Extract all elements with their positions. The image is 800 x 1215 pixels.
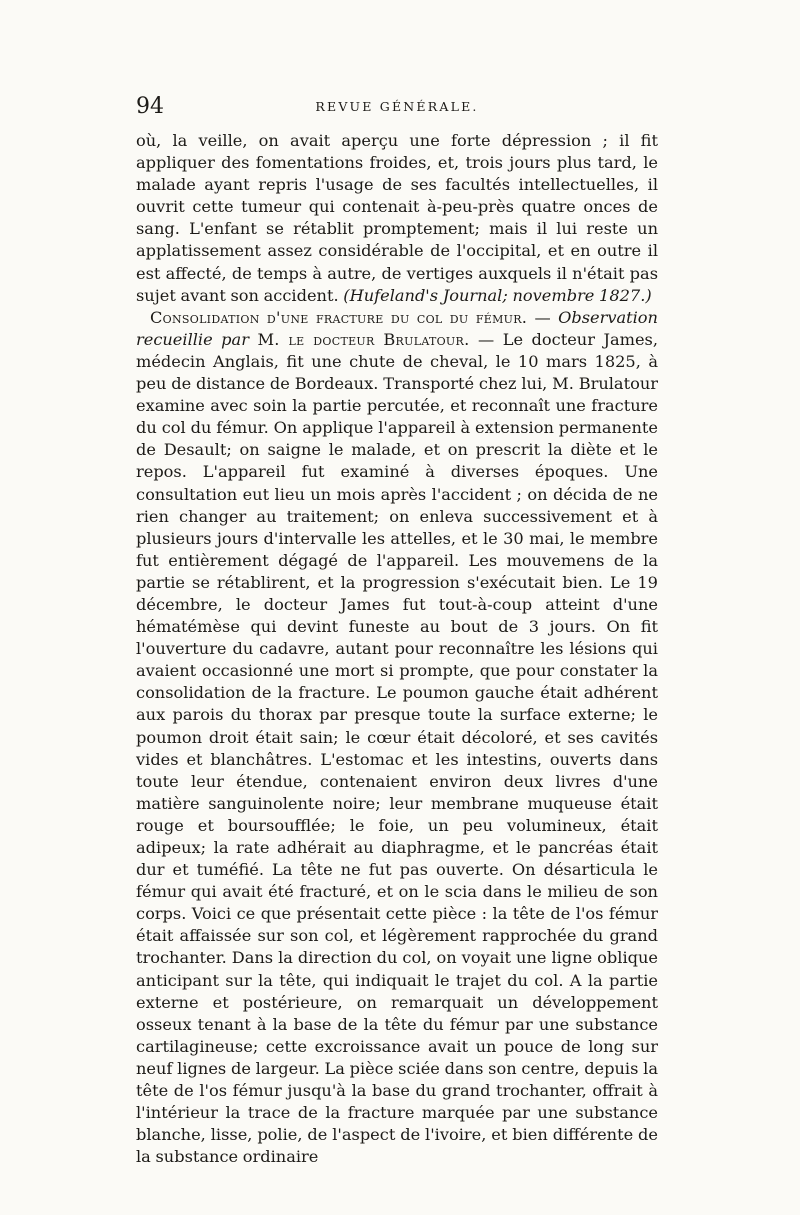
paragraph-continuation (136, 130, 658, 307)
book-page (136, 94, 658, 1168)
page-number: 94 (136, 94, 164, 119)
article-author: M. le docteur Brulatour. (257, 329, 470, 349)
running-head: REVUE GÉNÉRALE. (315, 99, 479, 114)
paragraph-text: — Le docteur James, médecin Anglais, fit une chute de cheval, le 10 mars 1825, à peu de distance de Bordeaux. Transporté chez lui, M. Brulatour examine avec soin la partie percutée, et reconnaît une fracture du col du fémur. On applique l'appareil à extension permanente de Desault; on saigne le malade, et on prescrit la diète et le repos. L'appareil fut examiné à diverses époques. Une consultation eut lieu un mois après l'accident ; on décida de ne rien changer au traitement; on enleva successivement et à plusieurs jours d'intervalle les attelles, et le 30 mai, le membre fut entièrement dégagé de l'appareil. Les mouvemens de la partie se rétablirent, et la progression s'exécutait bien. Le 19 décembre, le docteur James fut tout-à-coup atteint d'une hématémèse qui devint funeste au bout de 3 jours. On fit l'ouverture du cadavre, autant pour reconnaître les lésions qui avaient occasionné une mort si prompte, que pour constater la consolidation de la fracture. Le poumon gauche était adhérent aux parois du thorax par presque toute la surface externe; le poumon droit était sain; le cœur était décoloré, et ses cavités vides et blanchâtres. L'estomac et les intestins, ouverts dans toute leur étendue, contenaient environ deux livres d'une matière sanguinolente noire; leur membrane muqueuse était rouge et boursoufflée; le foie, un peu volumineux, était adipeux; la rate adhérait au diaphragme, et le pancréas était dur et tuméfié. La tête ne fut pas ouverte. On désarticula le fémur qui avait été fracturé, et on le scia dans le milieu de son corps. Voici ce que présentait cette pièce : la tête de l'os fémur était affaissée sur son col, et légèrement rapprochée du grand trochanter. Dans la direction du col, on voyait une ligne oblique anticipant sur la tête, qui indiquait le trajet du col. A la partie externe et postérieure, on remarquait un développement osseux tenant à la base de la tête du fémur par une substance cartilagineuse; cette excroissance avait un pouce de long sur neuf lignes de largeur. La pièce sciée dans son centre, depuis la tête de l'os fémur jusqu'à la base du grand trochanter, offrait à l'intérieur la trace de la fracture marquée par une substance blanche, lisse, polie, de l'aspect de l'ivoire, et bien différente de la substance ordinaire (136, 329, 658, 1167)
page-header (136, 94, 658, 130)
paragraph-observation (136, 307, 658, 1169)
source-citation: (Hufeland's Journal; novembre 1827.) (343, 285, 652, 305)
article-heading: Consolidation d'une fracture du col du fémur. — (150, 307, 552, 327)
paragraph-text: où, la veille, on avait aperçu une forte dépression ; il fit appliquer des fomentations froides, et, trois jours plus tard, le malade ayant repris l'usage de ses facultés intellectuelles, il ouvrit cette tumeur qui contenait à-peu-près quatre onces de sang. L'enfant se rétablit promptement; mais il lui reste un applatissement assez considérable de l'occipital, et en outre il est affecté, de temps à autre, de vertiges auxquels il n'était pas sujet avant son accident. (136, 131, 658, 305)
article-heading-italic: Observation recueillie par (136, 307, 658, 349)
